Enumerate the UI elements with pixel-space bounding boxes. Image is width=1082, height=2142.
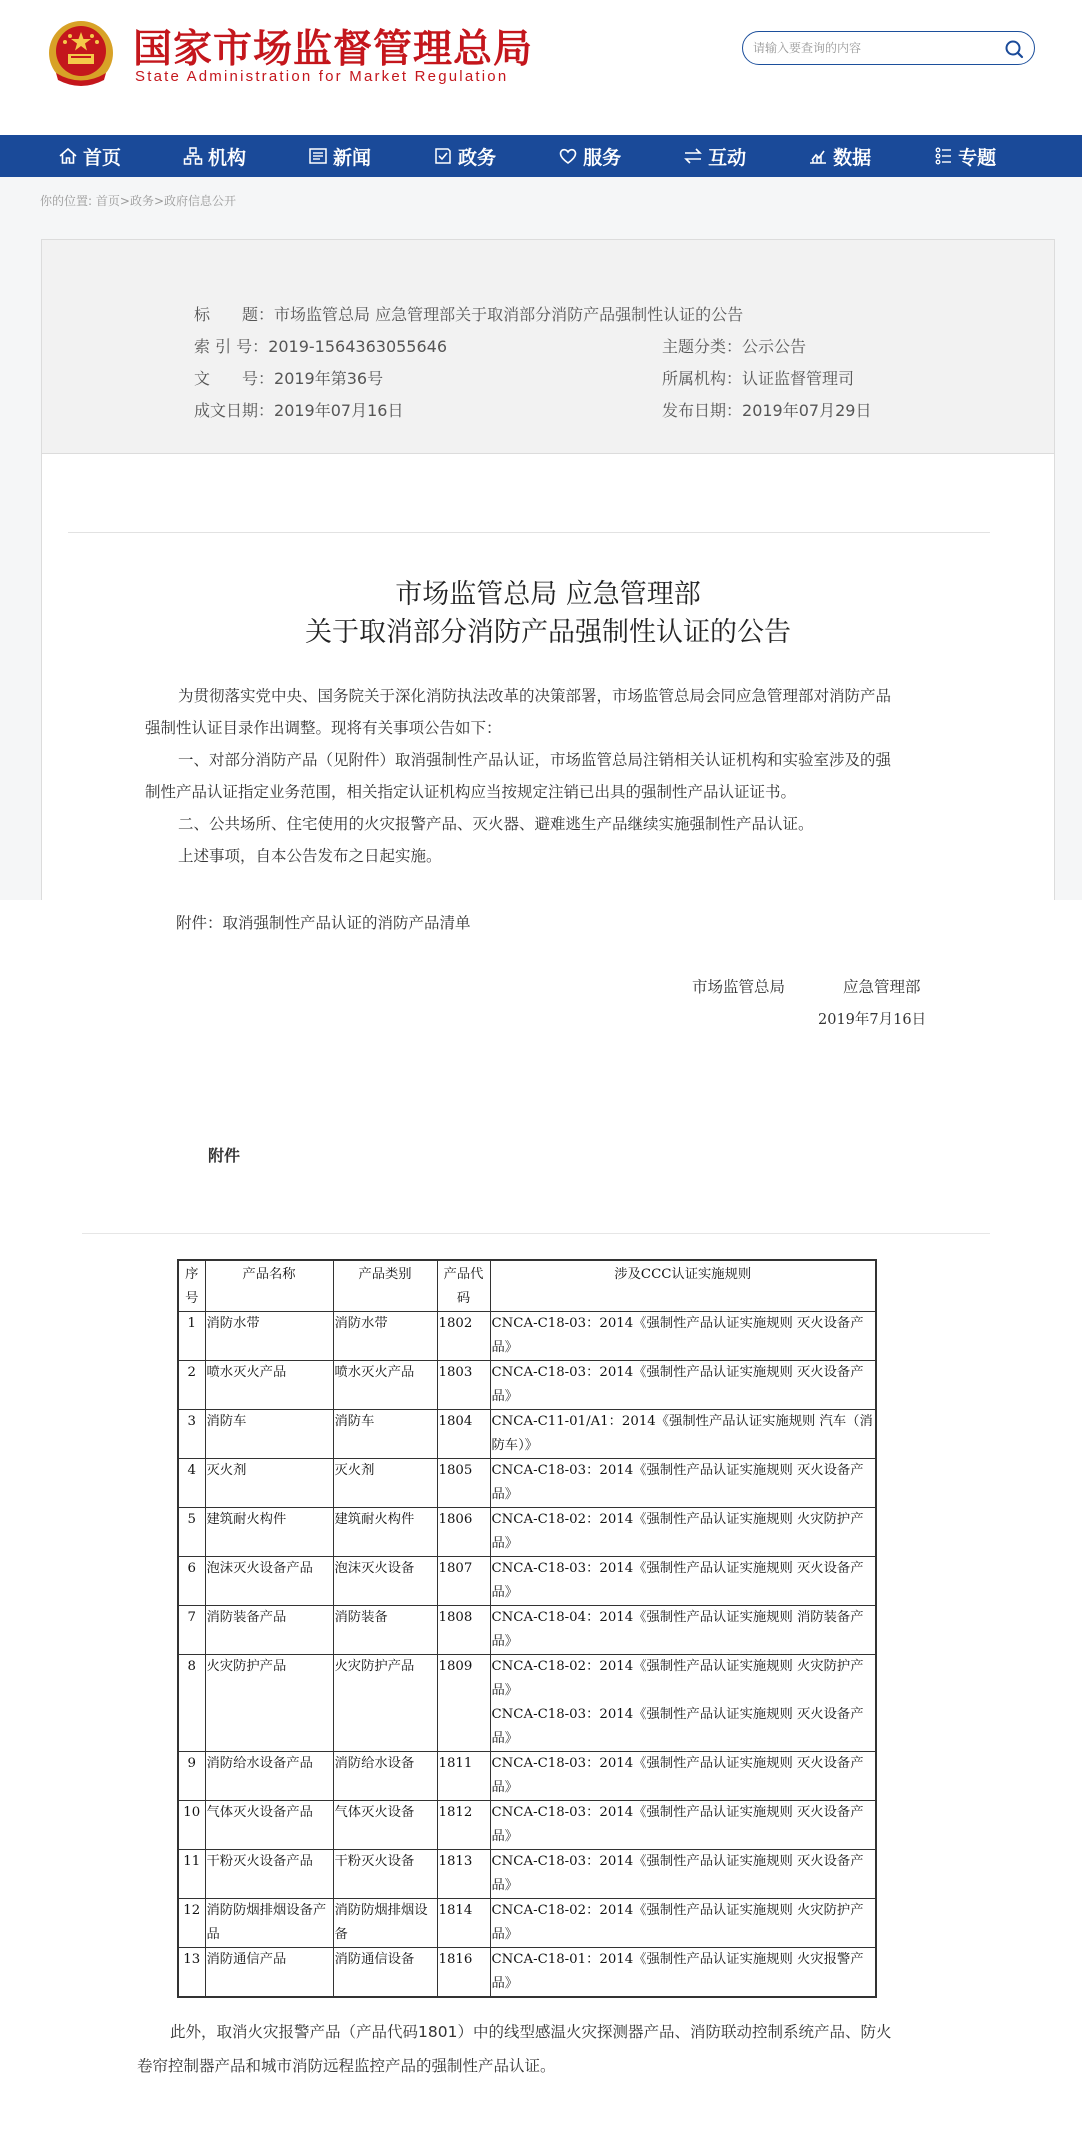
cell-rules — [490, 1410, 876, 1459]
meta-pubdate-value: 2019年07月29日 — [742, 401, 872, 420]
nav-label: 政务 — [458, 146, 497, 169]
col-header-no: 序号 — [178, 1260, 205, 1312]
cell-code: 1814 — [437, 1899, 490, 1948]
table-row — [178, 1752, 876, 1801]
doc-paragraph: 制性产品认证指定业务范围，相关指定认证机构应当按规定注销已出具的强制性产品认证证书。 — [145, 783, 797, 801]
divider — [82, 1233, 990, 1234]
gov-icon — [433, 146, 453, 166]
cell-code: 1803 — [437, 1361, 490, 1410]
cell-no: 1 — [178, 1312, 205, 1361]
breadcrumb-gov[interactable]: 政务 — [129, 194, 154, 208]
cell-code: 1812 — [437, 1801, 490, 1850]
cell-code: 1811 — [437, 1752, 490, 1801]
cell-code: 1809 — [437, 1655, 490, 1752]
nav-label: 数据 — [833, 146, 872, 169]
meta-docno-value: 2019年第36号 — [274, 369, 384, 388]
rule-text: CNCA-C18-03：2014《强制性产品认证实施规则 灭火设备产品》 — [491, 1756, 864, 1795]
table-row — [178, 1606, 876, 1655]
cell-name: 建筑耐火构件 — [205, 1508, 333, 1557]
heart-icon — [558, 146, 578, 166]
search-box — [742, 31, 1035, 65]
col-header-code: 产品代码 — [437, 1260, 490, 1312]
nav-label: 首页 — [83, 146, 122, 169]
meta-docno: 文 号：2019年第36号 — [194, 369, 384, 388]
col-header-cat: 产品类别 — [333, 1260, 437, 1312]
table-row — [178, 1850, 876, 1899]
cell-category: 消防水带 — [333, 1312, 437, 1361]
cell-name: 灭火剂 — [205, 1459, 333, 1508]
cell-code: 1807 — [437, 1557, 490, 1606]
nav-item-home[interactable] — [58, 135, 121, 177]
cell-category: 喷水灭火产品 — [333, 1361, 437, 1410]
news-icon — [308, 146, 328, 166]
attachment-heading: 附件 — [208, 1146, 241, 1165]
rule-text: CNCA-C18-04：2014《强制性产品认证实施规则 消防装备产品》 — [491, 1610, 864, 1649]
exchange-icon — [683, 146, 703, 166]
cell-name: 消防防烟排烟设备产品 — [205, 1899, 333, 1948]
rule-text: CNCA-C18-03：2014《强制性产品认证实施规则 灭火设备产品》 — [491, 1561, 864, 1600]
doc-title-line1: 市场监管总局 应急管理部 — [395, 579, 701, 610]
nav-item-interact[interactable] — [683, 135, 746, 177]
nav-label: 机构 — [208, 146, 247, 169]
cell-no: 3 — [178, 1410, 205, 1459]
doc-paragraph: 强制性认证目录作出调整。现将有关事项公告如下： — [145, 719, 502, 737]
cell-category: 泡沫灭火设备 — [333, 1557, 437, 1606]
breadcrumb — [40, 192, 236, 209]
table-body — [178, 1312, 876, 1998]
nav-item-news[interactable] — [308, 135, 371, 177]
table-row — [178, 1948, 876, 1998]
meta-title-value: 市场监管总局 应急管理部关于取消部分消防产品强制性认证的公告 — [274, 305, 744, 324]
org-icon — [183, 146, 203, 166]
cell-no: 9 — [178, 1752, 205, 1801]
breadcrumb-home[interactable]: 首页 — [95, 194, 120, 208]
meta-pubdate: 发布日期：2019年07月29日 — [662, 401, 872, 420]
table-row — [178, 1459, 876, 1508]
doc-paragraph: 一、对部分消防产品（见附件）取消强制性产品认证，市场监管总局注销相关认证机构和实验室涉及的强 — [178, 751, 892, 769]
national-emblem-icon[interactable] — [46, 18, 116, 90]
rule-text: CNCA-C18-03：2014《强制性产品认证实施规则 灭火设备产品》 — [491, 1316, 864, 1355]
nav-label: 专题 — [958, 146, 997, 169]
cell-rules — [490, 1801, 876, 1850]
cell-name: 消防装备产品 — [205, 1606, 333, 1655]
meta-index: 索 引 号：2019-1564363055646 — [194, 337, 448, 356]
meta-dept-value: 认证监督管理司 — [742, 369, 855, 388]
nav-item-topic[interactable] — [933, 135, 996, 177]
cell-no: 7 — [178, 1606, 205, 1655]
cell-rules — [490, 1948, 876, 1998]
note-line2: 卷帘控制器产品和城市消防远程监控产品的强制性产品认证。 — [137, 2057, 556, 2075]
cell-rules — [490, 1312, 876, 1361]
meta-panel — [42, 240, 1054, 454]
cell-category: 消防装备 — [333, 1606, 437, 1655]
note-line1: 此外，取消火灾报警产品（产品代码1801）中的线型感温火灾探测器产品、消防联动控制系统产品、防火 — [170, 2023, 892, 2041]
cell-code: 1813 — [437, 1850, 490, 1899]
nav-label: 互动 — [708, 146, 747, 169]
breadcrumb-sep: > — [153, 194, 165, 208]
rule-text: CNCA-C11-01/A1：2014《强制性产品认证实施规则 汽车（消防车）》 — [491, 1414, 873, 1453]
main-nav — [0, 135, 1082, 177]
cell-name: 消防水带 — [205, 1312, 333, 1361]
divider — [68, 532, 990, 533]
cell-category: 消防给水设备 — [333, 1752, 437, 1801]
logo-en[interactable]: State Administration for Market Regulation — [135, 68, 509, 85]
cell-no: 8 — [178, 1655, 205, 1752]
cell-code: 1802 — [437, 1312, 490, 1361]
home-icon — [58, 146, 78, 166]
cell-name: 喷水灭火产品 — [205, 1361, 333, 1410]
table-row — [178, 1508, 876, 1557]
meta-title: 标 题：市场监管总局 应急管理部关于取消部分消防产品强制性认证的公告 — [194, 305, 744, 324]
product-table — [177, 1259, 877, 1998]
cell-code: 1805 — [437, 1459, 490, 1508]
cell-category: 干粉灭火设备 — [333, 1850, 437, 1899]
col-header-name: 产品名称 — [205, 1260, 333, 1312]
nav-label: 新闻 — [333, 146, 372, 169]
cell-no: 12 — [178, 1899, 205, 1948]
rule-text: CNCA-C18-03：2014《强制性产品认证实施规则 灭火设备产品》 — [491, 1463, 864, 1502]
rule-text: CNCA-C18-01：2014《强制性产品认证实施规则 火灾报警产品》 — [491, 1952, 864, 1991]
cell-category: 气体灭火设备 — [333, 1801, 437, 1850]
logo-cn[interactable]: 国家市场监督管理总局 — [133, 27, 534, 72]
cell-category: 消防防烟排烟设备 — [333, 1899, 437, 1948]
rule-text: CNCA-C18-03：2014《强制性产品认证实施规则 灭火设备产品》 — [491, 1365, 864, 1404]
breadcrumb-sep: > — [119, 194, 130, 208]
cell-category: 消防车 — [333, 1410, 437, 1459]
cell-category: 灭火剂 — [333, 1459, 437, 1508]
cell-name: 干粉灭火设备产品 — [205, 1850, 333, 1899]
meta-index-value: 2019-1564363055646 — [268, 337, 448, 356]
site-header — [0, 0, 1082, 135]
cell-code: 1816 — [437, 1948, 490, 1998]
nav-item-gov[interactable] — [433, 135, 496, 177]
cell-no: 4 — [178, 1459, 205, 1508]
nav-item-data[interactable] — [808, 135, 871, 177]
meta-topic: 主题分类：公示公告 — [662, 337, 807, 356]
cell-category: 火灾防护产品 — [333, 1655, 437, 1752]
table-row — [178, 1899, 876, 1948]
col-header-rules: 涉及CCC认证实施规则 — [490, 1260, 876, 1312]
sign-date: 2019年7月16日 — [818, 1012, 927, 1028]
chart-icon — [808, 146, 828, 166]
rule-text: CNCA-C18-03：2014《强制性产品认证实施规则 灭火设备产品》 — [491, 1854, 864, 1893]
cell-no: 6 — [178, 1557, 205, 1606]
table-row — [178, 1410, 876, 1459]
cell-name: 气体灭火设备产品 — [205, 1801, 333, 1850]
cell-name: 消防给水设备产品 — [205, 1752, 333, 1801]
table-row — [178, 1557, 876, 1606]
cell-rules — [490, 1459, 876, 1508]
cell-no: 2 — [178, 1361, 205, 1410]
cell-code: 1808 — [437, 1606, 490, 1655]
cell-name: 消防通信产品 — [205, 1948, 333, 1998]
meta-date-value: 2019年07月16日 — [274, 401, 404, 420]
search-icon[interactable] — [1004, 39, 1024, 59]
cell-code: 1804 — [437, 1410, 490, 1459]
rule-text: CNCA-C18-03：2014《强制性产品认证实施规则 灭火设备产品》 — [491, 1805, 864, 1844]
doc-paragraph: 二、公共场所、住宅使用的火灾报警产品、灭火器、避难逃生产品继续实施强制性产品认证。 — [178, 815, 814, 833]
meta-dept: 所属机构：认证监督管理司 — [662, 369, 855, 388]
cell-name: 消防车 — [205, 1410, 333, 1459]
cell-category: 建筑耐火构件 — [333, 1508, 437, 1557]
rule-text: CNCA-C18-02：2014《强制性产品认证实施规则 火灾防护产品》 — [491, 1659, 864, 1698]
cell-rules — [490, 1752, 876, 1801]
cell-rules — [490, 1899, 876, 1948]
article-card — [41, 239, 1055, 900]
cell-category: 消防通信设备 — [333, 1948, 437, 1998]
table-row — [178, 1655, 876, 1752]
breadcrumb-public-info[interactable]: 政府信息公开 — [164, 194, 237, 208]
cell-no: 5 — [178, 1508, 205, 1557]
table-row — [178, 1801, 876, 1850]
nav-item-service[interactable] — [558, 135, 621, 177]
doc-paragraph: 上述事项，自本公告发布之日起实施。 — [178, 847, 442, 865]
rule-text: CNCA-C18-03：2014《强制性产品认证实施规则 灭火设备产品》 — [491, 1707, 864, 1746]
cell-name: 泡沫灭火设备产品 — [205, 1557, 333, 1606]
cell-rules — [490, 1655, 876, 1752]
rule-text: CNCA-C18-02：2014《强制性产品认证实施规则 火灾防护产品》 — [491, 1512, 864, 1551]
nav-item-org[interactable] — [183, 135, 246, 177]
cell-no: 13 — [178, 1948, 205, 1998]
rule-text: CNCA-C18-02：2014《强制性产品认证实施规则 火灾防护产品》 — [491, 1903, 864, 1942]
search-input[interactable] — [753, 38, 993, 58]
cell-code: 1806 — [437, 1508, 490, 1557]
cell-rules — [490, 1557, 876, 1606]
attachment-line[interactable]: 附件：取消强制性产品认证的消防产品清单 — [176, 914, 471, 932]
cell-no: 10 — [178, 1801, 205, 1850]
cell-name: 火灾防护产品 — [205, 1655, 333, 1752]
meta-topic-value: 公示公告 — [742, 337, 807, 356]
cell-rules — [490, 1606, 876, 1655]
topic-icon — [933, 146, 953, 166]
nav-label: 服务 — [583, 146, 622, 169]
meta-date: 成文日期：2019年07月16日 — [194, 401, 404, 420]
table-header-row — [178, 1260, 876, 1312]
breadcrumb-prefix: 你的位置: — [40, 194, 93, 208]
doc-title-line2: 关于取消部分消防产品强制性认证的公告 — [305, 617, 791, 648]
signer-samr: 市场监管总局 — [692, 978, 786, 996]
table-row — [178, 1312, 876, 1361]
cell-rules — [490, 1508, 876, 1557]
cell-rules — [490, 1361, 876, 1410]
table-row — [178, 1361, 876, 1410]
cell-no: 11 — [178, 1850, 205, 1899]
cell-rules — [490, 1850, 876, 1899]
signer-mem: 应急管理部 — [843, 978, 921, 996]
doc-paragraph: 为贯彻落实党中央、国务院关于深化消防执法改革的决策部署，市场监管总局会同应急管理部对消防产品 — [178, 687, 892, 705]
